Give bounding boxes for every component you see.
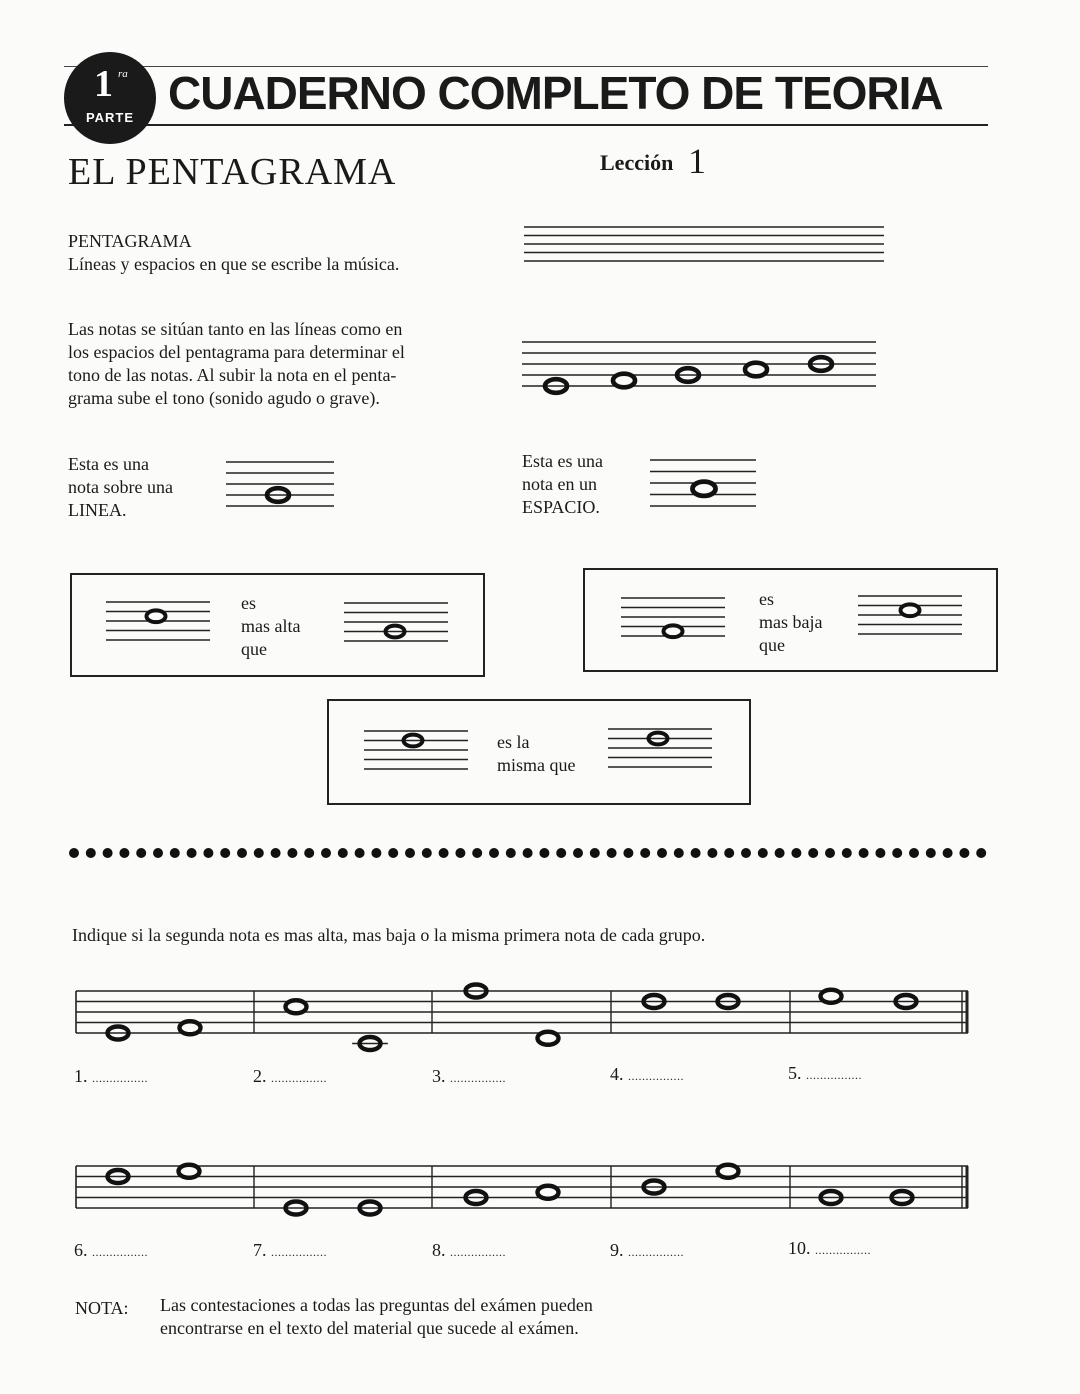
lesson-title: EL PENTAGRAMA — [68, 151, 397, 193]
whole-note — [901, 604, 920, 616]
space-note-text: ESPACIO. — [522, 497, 600, 517]
lower-text-line: es — [759, 589, 774, 609]
whole-note — [179, 1165, 200, 1178]
answer-blank: ................ — [271, 1071, 327, 1085]
answer-blank: ................ — [450, 1071, 506, 1085]
whole-note — [147, 610, 166, 622]
higher-text-line: que — [241, 639, 267, 659]
answer-blank: ................ — [628, 1069, 684, 1083]
exercise-instruction: Indique si la segunda nota es mas alta, mas baja o la misma primera nota de cada grupo. — [72, 925, 706, 945]
answer-number: 6. — [74, 1240, 88, 1260]
explanation-line: grama sube el tono (sonido agudo o grave). — [68, 388, 380, 408]
part-label: PARTE — [85, 110, 135, 125]
answer-10[interactable] — [788, 1238, 871, 1259]
answer-number: 5. — [788, 1063, 802, 1083]
footer-note-text — [160, 1294, 593, 1340]
answer-blank: ................ — [806, 1068, 862, 1082]
footer-note-line: encontrarse en el texto del material que sucede al exámen. — [160, 1318, 579, 1338]
answer-9[interactable] — [610, 1240, 684, 1261]
whole-note — [613, 374, 635, 388]
answer-1[interactable] — [74, 1066, 148, 1087]
space-note-text: Esta es una — [522, 451, 603, 471]
whole-note — [745, 363, 767, 377]
line-note-text: LINEA. — [68, 500, 127, 520]
same-text-line: misma que — [497, 755, 576, 775]
higher-text-line: es — [241, 593, 256, 613]
answer-number: 10. — [788, 1238, 811, 1258]
whole-note — [180, 1021, 201, 1034]
answer-number: 1. — [74, 1066, 88, 1086]
whole-note — [693, 482, 716, 496]
higher-text-line: mas alta — [241, 616, 301, 636]
answer-2[interactable] — [253, 1066, 327, 1087]
answer-number: 8. — [432, 1240, 446, 1260]
answer-number: 7. — [253, 1240, 267, 1260]
answer-7[interactable] — [253, 1240, 327, 1261]
whole-note — [718, 1165, 739, 1178]
answer-blank: ................ — [92, 1071, 148, 1085]
whole-note — [538, 1032, 559, 1045]
whole-note — [286, 1000, 307, 1013]
answer-blank: ................ — [92, 1245, 148, 1259]
lesson-label: Lección — [600, 150, 674, 175]
same-text-line: es la — [497, 732, 530, 752]
lesson-number: 1 — [688, 141, 706, 181]
whole-note — [664, 625, 683, 637]
answer-8[interactable] — [432, 1240, 506, 1261]
whole-note — [821, 990, 842, 1003]
footer-note-label: NOTA: — [75, 1298, 129, 1318]
main-title: CUADERNO COMPLETO DE TEORIA — [168, 67, 943, 119]
answer-3[interactable] — [432, 1066, 506, 1087]
answer-blank: ................ — [628, 1245, 684, 1259]
explanation-line: tono de las notas. Al subir la nota en el penta- — [68, 365, 397, 385]
space-note-text: nota en un — [522, 474, 597, 494]
definition-text: Líneas y espacios en que se escribe la música. — [68, 254, 400, 274]
answer-4[interactable] — [610, 1064, 684, 1085]
answer-number: 9. — [610, 1240, 624, 1260]
answer-number: 3. — [432, 1066, 446, 1086]
answer-number: 2. — [253, 1066, 267, 1086]
answer-blank: ................ — [450, 1245, 506, 1259]
answer-blank: ................ — [271, 1245, 327, 1259]
answer-5[interactable] — [788, 1063, 862, 1084]
lower-text-line: que — [759, 635, 785, 655]
footer-note-line: Las contestaciones a todas las preguntas del exámen pueden — [160, 1295, 593, 1315]
explanation-line: los espacios del pentagrama para determinar el — [68, 342, 405, 362]
definition-term: PENTAGRAMA — [68, 231, 192, 251]
whole-note — [538, 1186, 559, 1199]
line-note-text: Esta es una — [68, 454, 149, 474]
part-number: 1 — [94, 63, 113, 105]
line-note-text: nota sobre una — [68, 477, 173, 497]
answer-blank: ................ — [815, 1243, 871, 1257]
answer-number: 4. — [610, 1064, 624, 1084]
explanation-line: Las notas se sitúan tanto en las líneas como en — [68, 319, 403, 339]
answer-6[interactable] — [74, 1240, 148, 1261]
lower-text-line: mas baja — [759, 612, 823, 632]
part-suffix: ra — [118, 68, 128, 80]
